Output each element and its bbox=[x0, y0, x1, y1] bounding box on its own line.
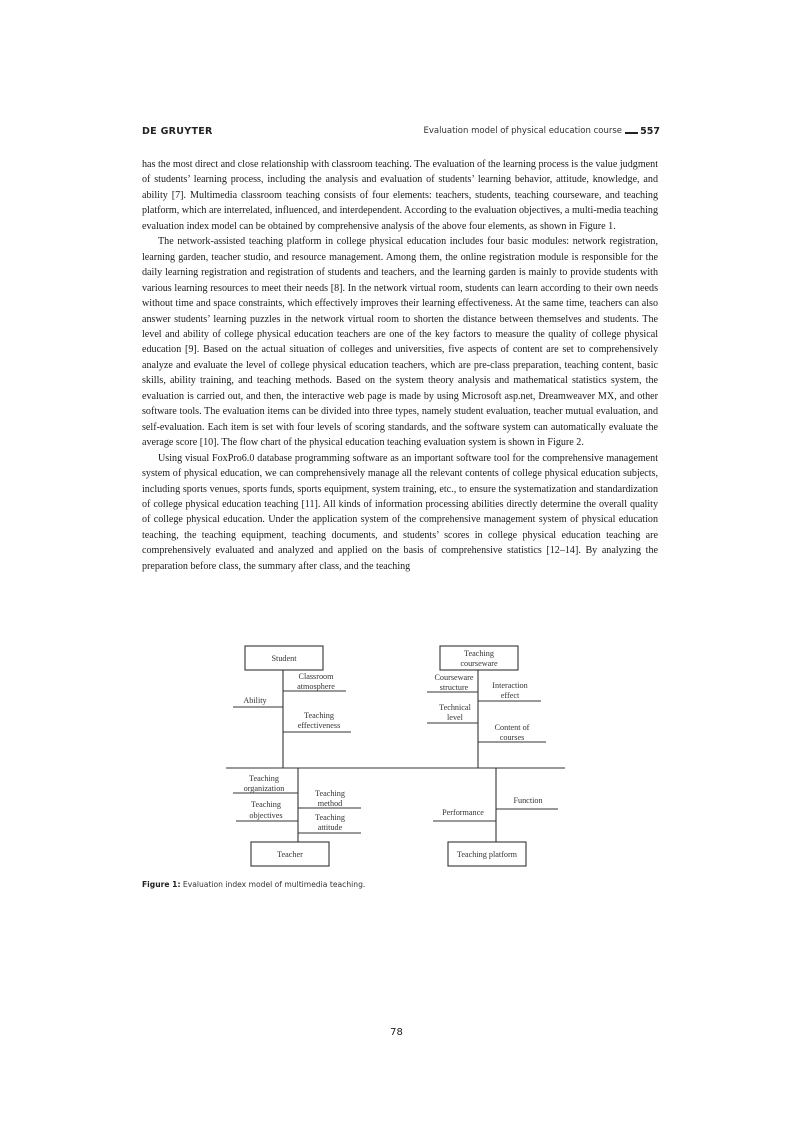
interaction-effect-line2: effect bbox=[500, 691, 520, 700]
content-of-courses-line1: Content of bbox=[494, 723, 530, 732]
courseware-structure-line1: Courseware bbox=[434, 673, 474, 682]
performance-label: Performance bbox=[442, 808, 484, 817]
body-text bbox=[142, 157, 658, 574]
courseware-structure-line2: structure bbox=[439, 683, 469, 692]
teaching-effectiveness-line2: effectiveness bbox=[297, 721, 341, 730]
caption-label: Figure 1: bbox=[142, 880, 181, 889]
technical-level-line1: Technical bbox=[439, 703, 471, 712]
interaction-effect-line1: Interaction bbox=[492, 681, 528, 690]
caption-text: Evaluation index model of multimedia teaching. bbox=[182, 880, 366, 889]
paragraph: The network-assisted teaching platform in college physical education includes four basic modules: network registration, learning garden, teacher studio, and resource management. Among them, the online registration module is responsible for the daily learning registration and registration of students and teachers, and the learning garden is mainly to provide students with various learning resources to meet their needs [8]. In the network virtual room, students can learn according to their own needs without time and space constraints, which effectively improves their learning effectiveness. At the same time, teachers can also answer students’ learning puzzles in the network virtual room to shorten the distance between themselves and students. The level and ability of college physical education teachers are one of the key factors to measure the quality of college physical education [9]. Based on the actual situation of colleges and universities, five aspects of content are set to comprehensively analyze and evaluate the level of college physical education teachers, which are pre-class preparation, teaching content, basic skills, ability training, and teaching methods. Based on the system theory analysis and mathematical statistics system, the evaluation is carried out, and then, the interactive web page is made by using Microsoft asp.net, Dreamweaver MX, and other software tools. The evaluation items can be divided into three types, namely student evaluation, teacher mutual evaluation, and self-evaluation. Each item is set with four levels of scoring standards, and the software system can automatically evaluate the average score [10]. The flow chart of the physical education teaching evaluation system is shown in Figure 2. bbox=[142, 236, 658, 449]
ability-label: Ability bbox=[243, 696, 267, 705]
teaching-effectiveness-line1: Teaching bbox=[304, 711, 334, 720]
classroom-atmosphere-line2: atmosphere bbox=[297, 682, 335, 691]
teaching-method-line2: method bbox=[317, 799, 343, 808]
running-header bbox=[142, 126, 660, 140]
student-box bbox=[245, 646, 323, 670]
teaching-organization-line2: organization bbox=[243, 784, 285, 793]
classroom-atmosphere-line1: Classroom bbox=[298, 672, 334, 681]
function-label: Function bbox=[513, 796, 543, 805]
teaching-objectives-line1: Teaching bbox=[251, 800, 281, 809]
courseware-label-line2: courseware bbox=[460, 659, 498, 668]
courseware-box bbox=[440, 646, 518, 670]
teaching-method-line1: Teaching bbox=[315, 789, 345, 798]
journal-page-number: 557 bbox=[640, 126, 660, 137]
footer-page-number: 78 bbox=[390, 1027, 403, 1038]
journal-name: DE GRUYTER bbox=[142, 126, 213, 137]
courseware-label-line1: Teaching bbox=[464, 649, 494, 658]
platform-label: Teaching platform bbox=[456, 850, 518, 859]
teaching-attitude-line2: attitude bbox=[317, 823, 343, 832]
paragraph: has the most direct and close relationship with classroom teaching. The evaluation of the learning process is the value judgment of students’ learning process, including the analysis and evaluation of students’ learning behavior, attitude, knowledge, and ability [7]. Multimedia classroom teaching consists of four elements: teachers, students, teaching courseware, and teaching platform, which are interrelated, influenced, and interdependent. According to the evaluation objectives, a multi-media teaching evaluation index model can be obtained by comprehensive analysis of the above four elements, as shown in Figure 1. bbox=[142, 159, 658, 232]
platform-box bbox=[448, 842, 526, 866]
teaching-organization-line1: Teaching bbox=[249, 774, 279, 783]
teaching-objectives-line2: objectives bbox=[249, 811, 283, 820]
technical-level-line2: level bbox=[447, 713, 463, 722]
teacher-label: Teacher bbox=[277, 850, 303, 859]
student-label: Student bbox=[271, 654, 297, 663]
paragraph: Using visual FoxPro6.0 database programming software as an important software tool for the comprehensive management system of physical education, we can comprehensively manage all the relevant contents of college physical education subjects, including sports venues, sports funds, sports equipment, system training, etc., to ensure the systematization and standardization of college physical education teaching [11]. All kinds of information processing abilities directly determine the overall quality of college physical education. Under the application system of the comprehensive management system of physical education teaching, the teaching equipment, teaching documents, and students’ scores in college physical education teaching are comprehensively evaluated and analyzed and applied on the basis of comprehensive statistics [12–14]. By analyzing the preparation before class, the summary after class, and the teaching bbox=[142, 452, 658, 572]
header-dash bbox=[625, 132, 638, 134]
running-title: Evaluation model of physical education course bbox=[423, 126, 622, 136]
content-of-courses-line2: courses bbox=[499, 733, 525, 742]
teacher-box bbox=[251, 842, 329, 866]
figure-caption bbox=[142, 880, 365, 889]
teaching-attitude-line1: Teaching bbox=[315, 813, 345, 822]
